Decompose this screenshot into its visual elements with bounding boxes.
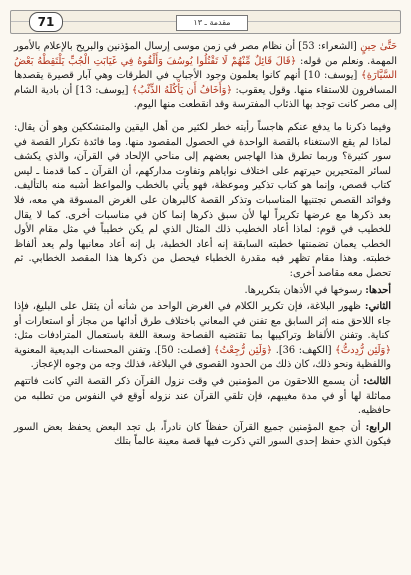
point-1 [14, 284, 397, 299]
chapter-label: مقدمة ـ ١٣ [176, 15, 248, 31]
point-2 [14, 300, 397, 373]
paragraph-2: وفيما ذكرنا ما يدفع عنكم هاجساً رأيته خطر لكثير من أهل اليقين والمتشككين وهو أن يقال: لماذا لم يقع الاستغناء بالقصة الواحدة في الحصول المقصود منها. وما فائدة تكرار القصة في سور كثيرة؟ وربما تطرق هذا الهاجس بعضهم إلى مناحي الإلحاد في القرآن، والذي يكشف لسائر المتحيرين حيرتهم على اختلاف نواياهم وتفاوت مداركهم، أن القرآن ـ كما قدمنا ـ ليس كتاب قصص، وإنما هو كتاب تذكير وموعظة، فهو يأتي بالخطب والمواعظ أشبه منه بالتأليف. وفوائد القصص تجتنيها المناسبات وتذكر القصة كالبرهان على الغرض المسوقة هي معه، فلا بعد ذكرها مع عرضها تكريراً لها لأن سبق ذكرها إنما كان في مناسبات أخرى. كما لا يقال للخطيب في قوم: لماذا أعاد الخطيب ذلك المثال الذي لم يكن خطيباً في مثل مقام الأول الخطب يعمان تضمنتها خطبته السابقة إنه أعاد الخطبة، بل إنه أعاد معانيها ولم يعد ألفاظ خطبته. وهذا مقام تظهر فيه مقدرة الخطباء فيحصل من ذكرها هذا المقصد الخطابي. ثم تحصل معه مقاصد أخرى: [14, 121, 391, 279]
point-label: الثاني: [364, 301, 391, 313]
point-text: أن جمع المؤمنين جميع القرآن حفظاً كان نادراً، بل تجد البعض يحفظ بعض السور فيكون الذي حفظ إحدى السور التي ذكرت فيها قصة معينة عالماً بتلك [14, 421, 391, 448]
body-text: [يوسف: 13] أن بادية الشام إلى مصر كانت توجد بها الذئاب المفترسة وقد انقطعت منها اليوم. [14, 84, 397, 111]
point-label: الثالث: [363, 376, 391, 388]
point-text: ظهور البلاغة، فإن تكرير الكلام في الغرض الواحد من شأنه أن يثقل على البليغ، فإذا جاء اللاحق منه إثر السابق مع تفنن في المعاني باختلاف طرق أدائها من مجاز أو استعارات أو كناية. وتفنن الألفاظ وتراكيبها بما تقتضيه الفصاحة وسعة اللغة باستعمال المترادفات مثل: [14, 301, 391, 342]
page-body [14, 40, 397, 565]
page-header [10, 10, 401, 34]
paragraph-1 [14, 40, 397, 113]
point-4 [14, 421, 397, 450]
quran-verse: ﴿وَلَئِن رُّجِعْتُ﴾ [213, 344, 273, 356]
quran-verse: ﴿وَأَخَافُ أَن يَأْكُلَهُ الذِّئْبُ﴾ [131, 84, 233, 96]
point-label: الرابع: [365, 421, 391, 433]
point-3 [14, 375, 397, 419]
point-text: رسوخها في الأذهان بتكريرها. [244, 284, 363, 296]
point-text: [فصلت: 50]. وتفنن المحسنات البديعية المعنوية واللفظية ونحو ذلك، كان ذلك من الحدود القصوى في البلاغة، فذلك وجه من وجوه الإعجاز. [14, 344, 391, 371]
point-text: أن يسمع اللاحقون من المؤمنين في وقت نزول القرآن ذكر القصة التي كانت فاتتهم مماثلة لها أو في مدة مغيبهم، فإن تلقي القرآن عند نزوله أوقع في النفوس من تطلبه من حافظيه. [14, 376, 391, 417]
quran-verse: ﴿قَالَ قَائِلٌ مِّنْهُمْ لَا تَقْتُلُوا يُوسُفَ وَأَلْقُوهُ فِي غَيَابَتِ الْجُبِّ يَلْتَقِطْهُ بَعْضُ السَّيَّارَةِ﴾ [14, 55, 397, 82]
quran-verse: حَتَّىٰ حِينٍ [360, 41, 397, 52]
quran-verse: ﴿وَلَئِن رُّدِدتُّ﴾ [335, 344, 391, 356]
point-text: [الكهف: 36]. [272, 344, 332, 356]
point-label: أحدها: [365, 284, 391, 296]
body-text: [يوسف: 10] أنهم كانوا يعلمون وجود الأجباب في الطرقات وهي آبار قصيرة يقصدها المسافرون للاستقاء منها. وقول يعقوب: [14, 70, 397, 96]
page-number: 71 [29, 12, 63, 32]
body-text: [الشعراء: 53] أن نظام مصر في زمن موسى إرسال المؤذنين والبريح بالإعلام بالأمور المهمة. ونعلم من قوله: [14, 41, 397, 67]
